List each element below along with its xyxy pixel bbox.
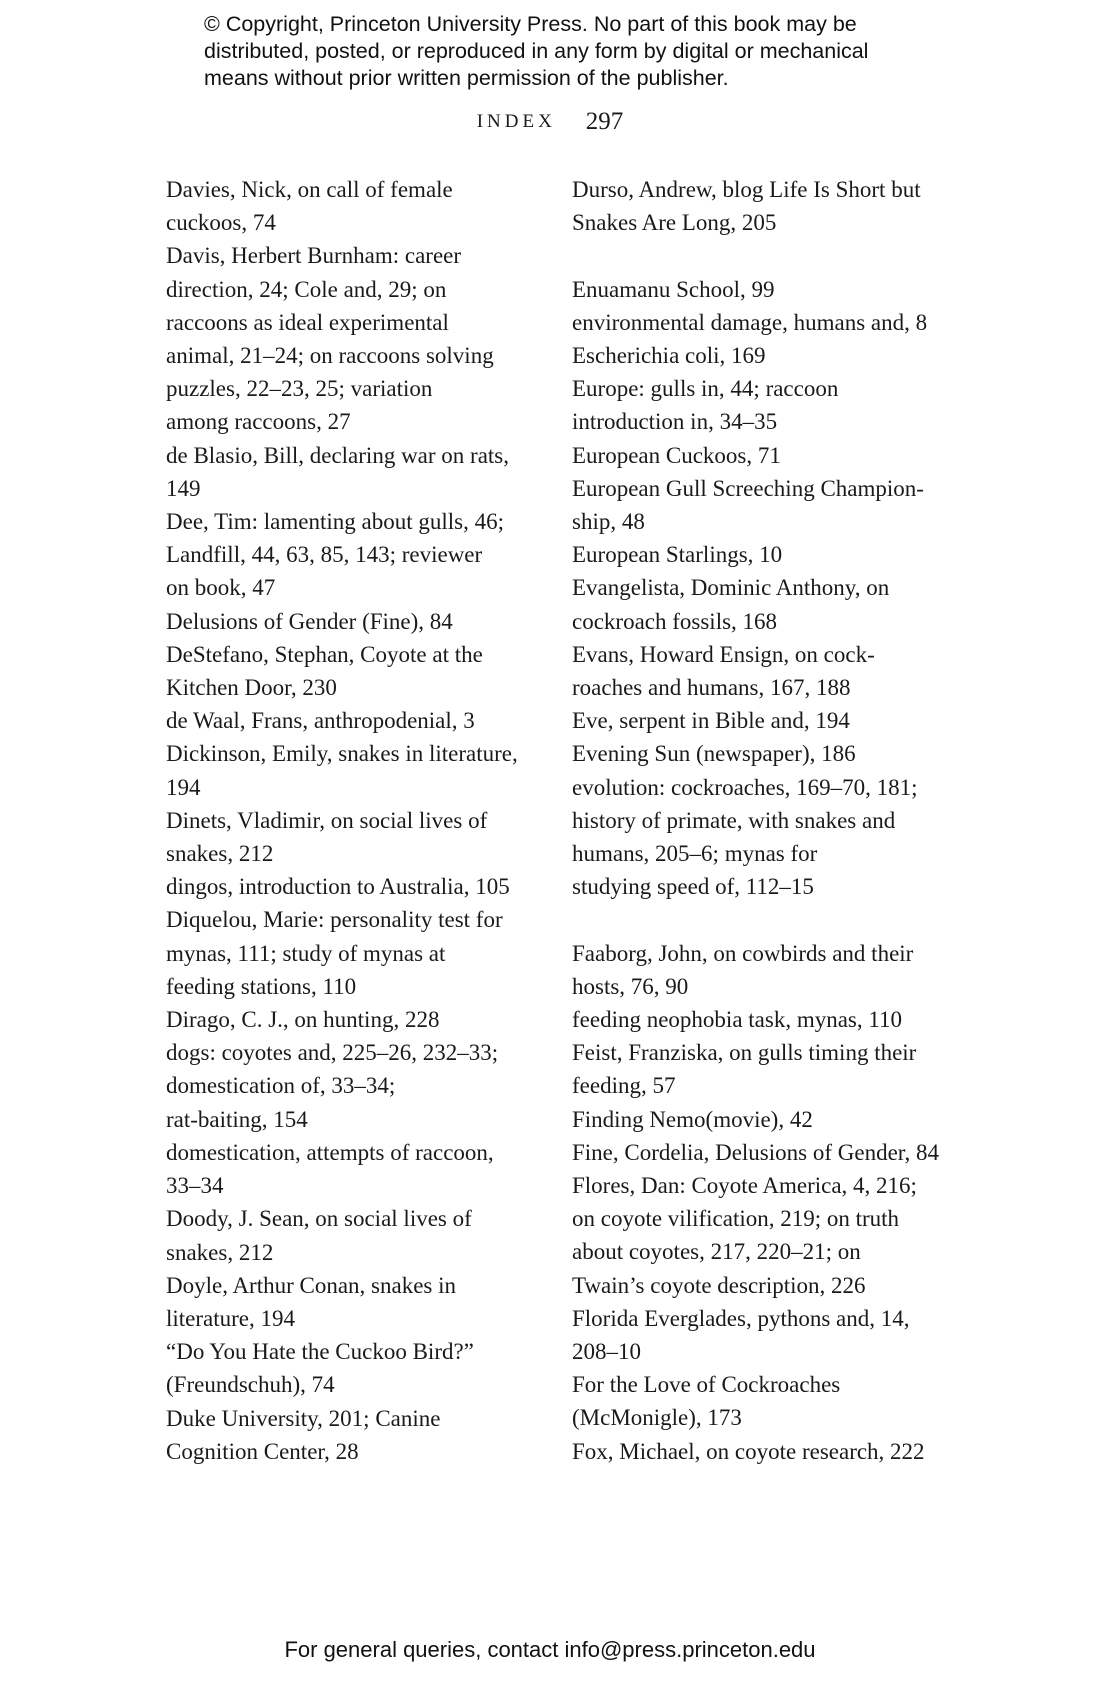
copyright-line: means without prior written permission of the publisher. [204, 66, 729, 90]
index-entry-line: de Waal, Frans, anthropodenial, 3 [166, 708, 475, 734]
index-entry-line: feeding neophobia task, mynas, 110 [572, 1007, 903, 1033]
index-entry-line: European Starlings, 10 [572, 542, 783, 568]
index-entry-line: For the Love of Cockroaches [572, 1372, 841, 1398]
index-entry-line: snakes, 212 [166, 1239, 274, 1265]
index-entry-line: Evangelista, Dominic Anthony, on [572, 575, 890, 601]
index-entry [166, 173, 532, 239]
index-entry-line: Dirago, C. J., on hunting, 228 [166, 1007, 440, 1033]
index-entry-line: mynas, 111; study of mynas at [166, 940, 446, 966]
index-entry [166, 1036, 532, 1136]
index-entry [572, 771, 952, 904]
index-entry [166, 505, 532, 605]
index-entry [572, 306, 952, 339]
index-entry-line: on book, 47 [166, 575, 276, 601]
index-entry [572, 1302, 952, 1368]
index-entry-line: Flores, Dan: Coyote America, 4, 216; [572, 1173, 917, 1199]
index-entry-line: Fox, Michael, on coyote research, 222 [572, 1438, 925, 1464]
index-entry-line: Escherichia coli, 169 [572, 343, 766, 368]
index-entry-line: puzzles, 22–23, 25; variation [166, 376, 433, 402]
index-entry-line: history of primate, with snakes and [572, 807, 896, 833]
copyright-line: distributed, posted, or reproduced in any form by digital or mechanical [204, 39, 869, 63]
index-entry-line: (Freundschuh), 74 [166, 1372, 335, 1398]
index-entry [166, 1269, 532, 1335]
index-entry-line: European Cuckoos, 71 [572, 442, 781, 468]
index-entry [572, 339, 952, 372]
index-entry [166, 804, 532, 870]
index-entry-line: evolution: cockroaches, 169–70, 181; [572, 774, 918, 800]
index-entry [572, 937, 952, 1003]
index-entry-line: Cognition Center, 28 [166, 1438, 359, 1464]
index-entry-line: cockroach fossils, 168 [572, 608, 778, 634]
index-entry-line: Kitchen Door, 230 [166, 675, 337, 701]
index-entry-line: Davies, Nick, on call of female [166, 177, 453, 202]
index-entry-line: snakes, 212 [166, 841, 274, 867]
index-entry [166, 870, 532, 903]
index-entry-line: “Do You Hate the Cuckoo Bird?” [166, 1339, 474, 1365]
index-entry-line: dingos, introduction to Australia, 105 [166, 874, 510, 900]
index-entry-line: Finding Nemo(movie), 42 [572, 1106, 813, 1132]
index-entry-line: Durso, Andrew, blog Life Is Short but [572, 177, 921, 202]
page-number: 297 [585, 108, 624, 135]
index-entry-line: environmental damage, humans and, 8 [572, 309, 928, 335]
index-entry [572, 704, 952, 737]
index-entry-line: Doody, J. Sean, on social lives of [166, 1206, 472, 1232]
copyright-notice [204, 11, 964, 92]
index-entry-line: literature, 194 [166, 1305, 296, 1331]
index-entry [572, 372, 952, 438]
index-entry [166, 704, 532, 737]
index-entry [572, 638, 952, 704]
index-entry-line: Faaborg, John, on cowbirds and their [572, 940, 914, 966]
index-entry-line: ship, 48 [572, 509, 645, 535]
index-entry [166, 903, 532, 1003]
index-entry [572, 737, 952, 770]
index-entry [572, 1103, 952, 1136]
index-entry [572, 173, 952, 239]
index-entry-line: Evans, Howard Ensign, on cock- [572, 641, 875, 667]
index-entry-line: Dickinson, Emily, snakes in literature, [166, 741, 518, 767]
index-entry-line: European Gull Screeching Champion- [572, 475, 924, 501]
index-entry-line: raccoons as ideal experimental [166, 309, 449, 335]
index-entry [166, 1136, 532, 1202]
index-entry-line: Snakes Are Long, 205 [572, 210, 777, 236]
index-entry-line: Florida Everglades, pythons and, 14, [572, 1305, 910, 1331]
index-entry [166, 1335, 532, 1401]
index-entry [572, 1435, 952, 1468]
index-entry-line: on coyote vilification, 219; on truth [572, 1206, 900, 1232]
footer-contact: For general queries, contact info@press.princeton.edu [284, 1637, 816, 1662]
index-entry-line: 194 [166, 774, 201, 800]
letter-group-gap [572, 903, 952, 936]
index-entry-line: animal, 21–24; on raccoons solving [166, 343, 494, 369]
index-entry-line: 149 [166, 475, 201, 501]
index-entry-line: among raccoons, 27 [166, 409, 351, 435]
index-entry [572, 1003, 952, 1036]
index-entry-line: roaches and humans, 167, 188 [572, 675, 851, 701]
index-column-right [572, 173, 952, 1468]
index-entry-line: humans, 205–6; mynas for [572, 841, 818, 867]
index-entry-line: Landfill, 44, 63, 85, 143; reviewer [166, 542, 483, 568]
index-entry [166, 1202, 532, 1268]
index-entry-line: Dinets, Vladimir, on social lives of [166, 807, 488, 833]
running-head [0, 108, 1100, 136]
index-entry-line: Twain’s coyote description, 226 [572, 1272, 866, 1298]
index-entry [572, 1169, 952, 1302]
index-entry [572, 273, 952, 306]
index-entry [572, 1368, 952, 1434]
index-entry-line: Davis, Herbert Burnham: career [166, 243, 462, 269]
index-entry-line: 208–10 [572, 1339, 641, 1365]
index-entry-line: studying speed of, 112–15 [572, 874, 814, 900]
index-entry [166, 439, 532, 505]
index-entry-line: Diquelou, Marie: personality test for [166, 907, 503, 933]
index-entry-line: Duke University, 201; Canine [166, 1405, 441, 1431]
index-entry-line: domestication of, 33–34; [166, 1073, 396, 1099]
index-entry-line: Enuamanu School, 99 [572, 276, 775, 302]
index-column-left [166, 173, 532, 1468]
index-entry [572, 1136, 952, 1169]
index-entry-line: cuckoos, 74 [166, 210, 276, 236]
index-entry-line: Delusions of Gender (Fine), 84 [166, 608, 453, 634]
index-entry [166, 239, 532, 438]
index-entry-line: de Blasio, Bill, declaring war on rats, [166, 442, 510, 468]
copyright-line: © Copyright, Princeton University Press. No part of this book may be [204, 12, 857, 36]
index-entry-line: direction, 24; Cole and, 29; on [166, 276, 447, 302]
index-entry-line: dogs: coyotes and, 225–26, 232–33; [166, 1040, 499, 1066]
index-entry [572, 439, 952, 472]
index-entry-line: DeStefano, Stephan, Coyote at the [166, 641, 483, 667]
index-entry-line: Doyle, Arthur Conan, snakes in [166, 1272, 457, 1298]
index-entry [166, 605, 532, 638]
letter-group-gap [572, 239, 952, 272]
index-entry-line: Fine, Cordelia, Delusions of Gender, 84 [572, 1139, 940, 1165]
index-entry [572, 538, 952, 571]
index-entry [572, 571, 952, 637]
index-entry-line: feeding, 57 [572, 1073, 676, 1099]
index-entry-line: hosts, 76, 90 [572, 973, 689, 999]
index-entry-line: Eve, serpent in Bible and, 194 [572, 708, 850, 734]
index-entry-line: Feist, Franziska, on gulls timing their [572, 1040, 917, 1066]
index-entry-line: Evening Sun (newspaper), 186 [572, 741, 856, 767]
index-entry [166, 737, 532, 803]
index-entry-line: Dee, Tim: lamenting about gulls, 46; [166, 509, 504, 535]
index-entry-line: feeding stations, 110 [166, 973, 357, 999]
index-entry-line: about coyotes, 217, 220–21; on [572, 1239, 861, 1265]
index-entry-line: introduction in, 34–35 [572, 409, 778, 435]
index-entry-line: 33–34 [166, 1173, 224, 1199]
index-entry-line: (McMonigle), 173 [572, 1405, 742, 1431]
index-entry [572, 1036, 952, 1102]
index-entry-line: Europe: gulls in, 44; raccoon [572, 376, 839, 402]
section-label: INDEX [476, 111, 556, 132]
index-entry [166, 1003, 532, 1036]
index-entry-line: rat-baiting, 154 [166, 1106, 308, 1132]
index-entry [572, 472, 952, 538]
index-entry [166, 638, 532, 704]
index-entry-line: domestication, attempts of raccoon, [166, 1139, 494, 1165]
index-entry [166, 1402, 532, 1468]
